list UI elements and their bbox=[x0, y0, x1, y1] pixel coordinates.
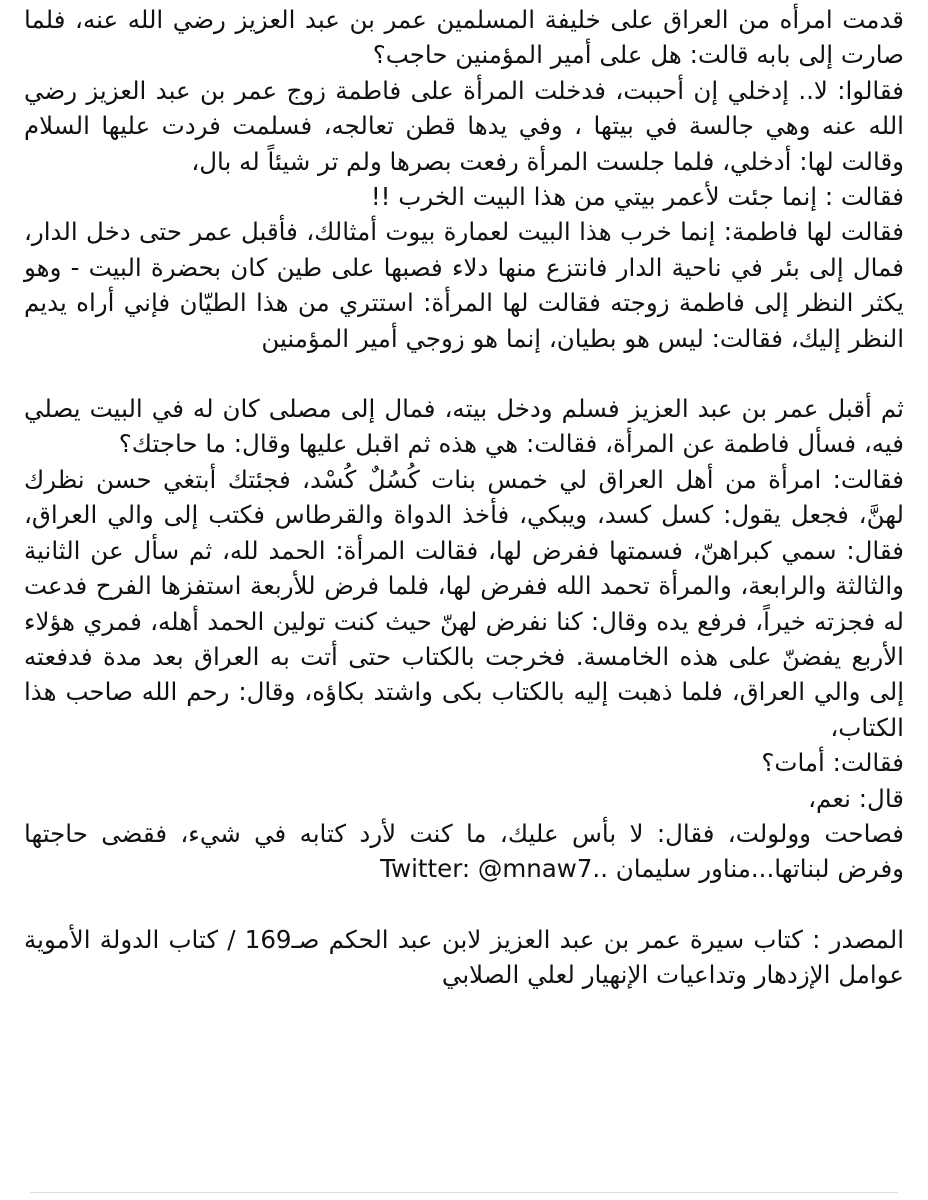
paragraph-woman-remark: فقالت : إنما جئت لأعمر بيتي من هذا البيت الخرب !! bbox=[370, 182, 904, 212]
paragraph-spacer bbox=[24, 887, 904, 922]
paragraph-woman-request: فقالت: امرأة من أهل العراق لي خمس بنات كُسُلٌ كُسْد، فجئتك أبتغي حسن نظرك لهنَّ، فجعل يقول: كسل كسد، ويبكي، فأخذ الدواة والقرطاس فكتب إلى والي العراق، فقال: سمي كبراهنّ، فسمتها ففرض لها، فقالت المرأة: الحمد لله، ثم سأل عن الثانية والثالثة والرابعة، والمرأة تحمد الله ففرض لها، فلما فرض للأربعة استفزها الفرح فدعت له فجزته خيراً، فرفع يده وقال: كنا نفرض لهنّ حيث كنت تولين الحمد أهله، فمري هؤلاء الأربع يفضنّ على هذه الخامسة. فخرجت بالكتاب حتى أتت به العراق بعد مدة فدفعته إلى والي العراق، فلما ذهبت إليه بالكتاب بكى واشتد بكاؤه، وقال: رحم الله صاحب هذا الكتاب، bbox=[24, 464, 904, 742]
paragraph-fatima-greeting: فقالوا: لا.. إدخلي إن أحببت، فدخلت المرأة على فاطمة زوج عمر بن عبد العزيز رضي الله عنه وهي جالسة في بيتها ، وفي يدها قطن تعالجه، فسلمت فردت عليها السلام وقالت لها: أدخلي، فلما جلست المرأة رفعت بصرها ولم تر شيئاً له بال، bbox=[24, 75, 904, 176]
bottom-divider bbox=[30, 1192, 898, 1193]
paragraph-ending-signature: فصاحت وولولت، فقال: لا بأس عليك، ما كنت لأرد كتابه في شيء، فقضى حاجتها وفرض لبناتها...مناور سليمان ..Twitter: @mnaw7 bbox=[24, 818, 904, 884]
paragraph-arrival: قدمت امرأه من العراق على خليفة المسلمين عمر بن عبد العزيز رضي الله عنه، فلما صارت إلى بابه قالت: هل على أمير المؤمنين حاجب؟ bbox=[24, 5, 904, 70]
article-body bbox=[24, 2, 904, 993]
paragraph-answer: قال: نعم، bbox=[808, 783, 904, 813]
paragraph-spacer bbox=[24, 356, 904, 391]
source-citation: المصدر : كتاب سيرة عمر بن عبد العزيز لابن عبد الحكم صـ169 / كتاب الدولة الأموية عوامل الإزدهار وتداعيات الإنهيار لعلي الصلابي bbox=[24, 924, 904, 990]
paragraph-umar-enters: ثم أقبل عمر بن عبد العزيز فسلم ودخل بيته، فمال إلى مصلى كان له في البيت يصلي فيه، فسأل فاطمة عن المرأة، فقالت: هي هذه ثم اقبل عليها وقال: ما حاجتك؟ bbox=[24, 394, 904, 459]
paragraph-fatima-reply: فقالت لها فاطمة: إنما خرب هذا البيت لعمارة بيوت أمثالك، فأقبل عمر حتى دخل الدار، فمال إلى بئر في ناحية الدار فانتزع منها دلاء فصبها على طين كان بحضرة البيت - وهو يكثر النظر إلى فاطمة زوجته فقالت لها المرأة: استتري من هذا الطيّان فإني أراه يديم النظر إليك، فقالت: ليس هو بطيان، إنما هو زوجي أمير المؤمنين bbox=[24, 217, 904, 353]
paragraph-question: فقالت: أمات؟ bbox=[761, 748, 904, 778]
